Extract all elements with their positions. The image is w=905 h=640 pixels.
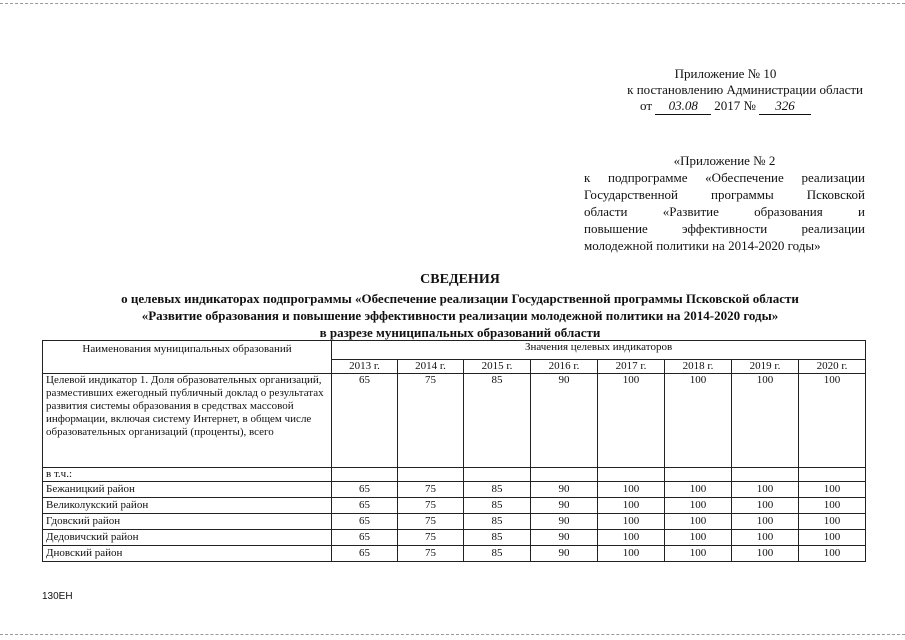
year-header: 2017 г.	[598, 360, 665, 374]
document-subtitle-line: о целевых индикаторах подпрограммы «Обеспечение реализации Государственной программы Псковской области	[121, 291, 799, 306]
indicator-value: 100	[598, 374, 665, 468]
district-value: 75	[398, 530, 464, 546]
indicator-value: 100	[665, 374, 732, 468]
values-column-header: Значения целевых индикаторов	[332, 341, 866, 360]
annex2-block	[584, 152, 865, 254]
district-value: 100	[665, 514, 732, 530]
district-value: 100	[665, 546, 732, 562]
district-value: 85	[464, 546, 531, 562]
year-header: 2020 г.	[799, 360, 866, 374]
scan-edge-bottom	[0, 634, 905, 635]
district-value: 65	[332, 546, 398, 562]
indicator-value: 100	[799, 374, 866, 468]
district-value: 100	[799, 514, 866, 530]
including-row	[43, 468, 866, 482]
year-header: 2013 г.	[332, 360, 398, 374]
district-name: Дедовичский район	[43, 530, 332, 546]
district-value: 85	[464, 530, 531, 546]
district-value: 100	[732, 498, 799, 514]
appendix-date: 03.08	[655, 98, 711, 115]
district-name: Гдовский район	[43, 514, 332, 530]
table-row	[43, 546, 866, 562]
appendix-block	[588, 66, 863, 115]
table-row	[43, 498, 866, 514]
indicator-name: Целевой индикатор 1. Доля образовательных организаций, разместивших ежегодный публичный доклад о результатах развития системы образования в средствах массовой информации, включая систему Интернет, в общем числе образовательных организаций (проценты), всего	[43, 374, 332, 468]
appendix-resolution: к постановлению Администрации области	[627, 82, 863, 97]
district-value: 100	[799, 546, 866, 562]
district-value: 100	[732, 546, 799, 562]
district-value: 90	[531, 498, 598, 514]
district-value: 65	[332, 530, 398, 546]
including-label: в т.ч.:	[43, 468, 332, 482]
annex2-line: Государственной программы Псковской	[584, 187, 865, 202]
appendix-date-prefix: от	[640, 98, 653, 113]
indicator-value: 90	[531, 374, 598, 468]
district-value: 90	[531, 530, 598, 546]
indicator-value: 100	[732, 374, 799, 468]
district-value: 85	[464, 482, 531, 498]
indicator-value: 75	[398, 374, 464, 468]
table-row	[43, 514, 866, 530]
district-value: 100	[732, 530, 799, 546]
year-header: 2016 г.	[531, 360, 598, 374]
indicator-value: 85	[464, 374, 531, 468]
annex2-line: молодежной политики на 2014-2020 годы»	[584, 238, 821, 253]
district-value: 100	[665, 530, 732, 546]
district-name: Дновский район	[43, 546, 332, 562]
district-value: 90	[531, 546, 598, 562]
district-value: 65	[332, 482, 398, 498]
district-value: 90	[531, 482, 598, 498]
annex2-line: к подпрограмме «Обеспечение реализации	[584, 170, 865, 185]
indicator-row	[43, 374, 866, 468]
district-value: 100	[598, 498, 665, 514]
year-header: 2015 г.	[464, 360, 531, 374]
year-header: 2019 г.	[732, 360, 799, 374]
district-value: 100	[799, 530, 866, 546]
district-value: 85	[464, 514, 531, 530]
district-value: 65	[332, 498, 398, 514]
district-value: 75	[398, 546, 464, 562]
district-name: Бежаницкий район	[43, 482, 332, 498]
district-value: 100	[665, 498, 732, 514]
document-subtitle-line: «Развитие образования и повышение эффективности реализации молодежной политики на 2014-2020 годы»	[141, 308, 779, 323]
district-value: 75	[398, 514, 464, 530]
annex2-title: «Приложение № 2	[673, 153, 776, 168]
indicator-value: 65	[332, 374, 398, 468]
scan-edge-top	[0, 3, 905, 4]
name-column-header: Наименования муниципальных образований	[43, 341, 332, 374]
year-header: 2014 г.	[398, 360, 464, 374]
district-value: 100	[799, 498, 866, 514]
table-row	[43, 482, 866, 498]
district-name: Великолукский район	[43, 498, 332, 514]
district-value: 100	[665, 482, 732, 498]
district-value: 100	[799, 482, 866, 498]
footer-code: 130ЕН	[42, 591, 73, 602]
district-value: 100	[732, 514, 799, 530]
table-header-row	[43, 341, 866, 360]
district-value: 100	[598, 546, 665, 562]
district-value: 100	[598, 530, 665, 546]
appendix-year: 2017 №	[714, 98, 756, 113]
district-value: 100	[598, 514, 665, 530]
annex2-line: области «Развитие образования и	[584, 204, 865, 219]
indicators-table	[42, 340, 866, 562]
document-subtitle-line: в разрезе муниципальных образований области	[319, 325, 601, 340]
appendix-number: 326	[759, 98, 811, 115]
district-value: 65	[332, 514, 398, 530]
table-row	[43, 530, 866, 546]
appendix-title: Приложение № 10	[674, 66, 777, 81]
district-value: 100	[732, 482, 799, 498]
document-title: СВЕДЕНИЯ	[420, 272, 500, 287]
district-value: 90	[531, 514, 598, 530]
district-value: 75	[398, 498, 464, 514]
district-value: 100	[598, 482, 665, 498]
year-header: 2018 г.	[665, 360, 732, 374]
appendix-date-line	[588, 98, 863, 115]
district-value: 85	[464, 498, 531, 514]
annex2-line: повышение эффективности реализации	[584, 221, 865, 236]
district-value: 75	[398, 482, 464, 498]
